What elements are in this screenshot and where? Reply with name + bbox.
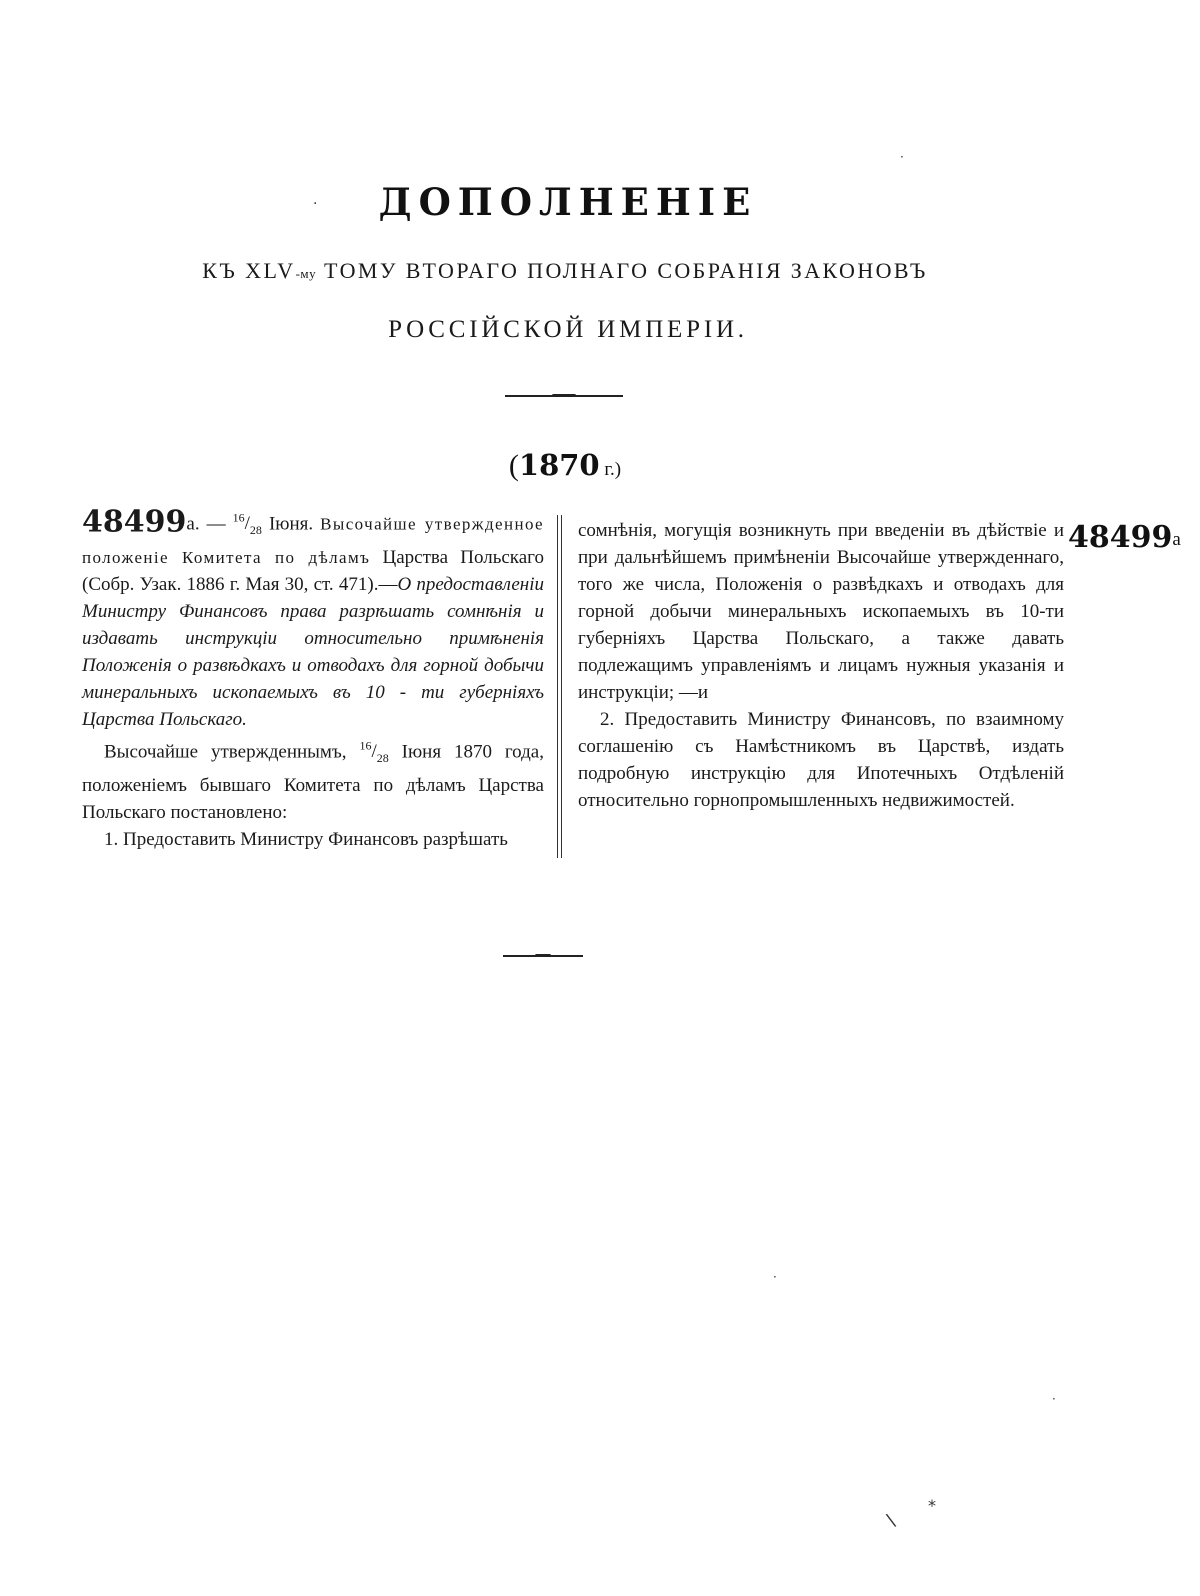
scan-speck: * xyxy=(928,1496,936,1515)
subtitle-volume: XLV xyxy=(245,258,296,283)
decree-date-denominator: 28 xyxy=(376,751,389,766)
subtitle-rest: ТОМУ ВТОРАГО ПОЛНАГО СОБРАНІЯ ЗАКОНОВЪ xyxy=(316,258,928,283)
scan-speck: · xyxy=(1052,1392,1056,1406)
decree-start: Высочайше утвержденнымъ, xyxy=(104,741,360,763)
entry-number: 48499 xyxy=(82,504,187,540)
margin-letter: а xyxy=(1172,529,1181,550)
entry-date-fraction: $^{16}/_{28}$ xyxy=(232,511,262,538)
year-suffix: г.) xyxy=(599,459,622,480)
left-column xyxy=(82,505,544,853)
margin-number: 48499 xyxy=(1068,520,1173,555)
year-open-paren: ( xyxy=(508,449,519,482)
subtitle-line-2: РОССІЙСКОЙ ИМПЕРІИ. xyxy=(388,316,748,343)
entry-date-separator: . — xyxy=(194,513,233,535)
entry-header-spaced: Высочайше утвержденное положеніе Комитета по дѣламъ xyxy=(82,514,544,568)
rule-swell-bottom xyxy=(535,954,551,957)
year-number: 1870 xyxy=(518,448,600,482)
column-divider xyxy=(557,515,562,858)
margin-entry-number xyxy=(1068,520,1181,555)
subtitle-volume-suffix: -му xyxy=(295,266,317,281)
scan-speck: \ xyxy=(884,1509,898,1532)
decree-rest: Іюня 1870 года, положеніемъ бывшаго Комитета по дѣламъ Царства Польскаго постановлено: xyxy=(82,741,544,824)
subtitle-line-1 xyxy=(160,258,970,284)
paragraph-decree xyxy=(82,733,544,826)
rule-swell xyxy=(552,394,576,397)
scan-speck: · xyxy=(773,1270,777,1284)
decree-date-numerator: 16 xyxy=(359,739,372,754)
paragraph-item-1-start: 1. Предоставить Министру Финансовъ разрѣшать xyxy=(104,829,508,851)
scan-speck: · xyxy=(313,196,318,212)
subtitle-prefix: КЪ xyxy=(202,258,246,283)
divider-rule-top xyxy=(505,395,623,397)
date-numerator: 16 xyxy=(232,511,245,525)
entry-month: Іюня. xyxy=(261,513,321,535)
scan-speck: · xyxy=(900,150,904,164)
entry-letter: а xyxy=(186,513,195,535)
entry-header-rest: Царства Польскаго (Собр. Узак. 1886 г. Мая 30, ст. 471).— xyxy=(82,547,544,596)
page-title: ДОПОЛНЕНІЕ xyxy=(378,180,758,224)
date-denominator: 28 xyxy=(249,523,262,538)
paragraph-item-1-continued: сомнѣнія, могущія возникнуть при введеніи въ дѣйствіе и при дальнѣйшемъ примѣненіи Высочайше утвержденнаго, того же числа, Положенія о развѣдкахъ и отводахъ для горной добычи минеральныхъ ископаемыхъ въ 10-ти губерніяхъ Царства Польскаго, а также давать подлежащимъ управленіямъ и лицамъ нужныя указанія и инструкціи; —и xyxy=(578,520,1064,703)
entry-summary: О предоставленіи Министру Финансовъ права разрѣшать сомнѣнія и издавать инструкціи относительно примѣненія Положенія о развѣдкахъ и отводахъ для горной добычи минеральныхъ ископаемыхъ въ 10 - ти губерніяхъ Царства Польскаго. xyxy=(82,574,544,731)
paragraph-item-2: 2. Предоставить Министру Финансовъ, по взаимному соглашенію съ Намѣстникомъ въ Царствѣ, издать подробную инструкцію для Ипотечныхъ Отдѣленій относительно горнопромышленныхъ недвижимостей. xyxy=(578,709,1064,811)
decree-date-fraction: $^{16}/_{28}$ xyxy=(359,739,389,766)
right-column xyxy=(578,517,1064,814)
divider-rule-bottom xyxy=(503,955,583,957)
entry-header-paragraph xyxy=(82,505,544,733)
year-heading xyxy=(0,448,1130,483)
